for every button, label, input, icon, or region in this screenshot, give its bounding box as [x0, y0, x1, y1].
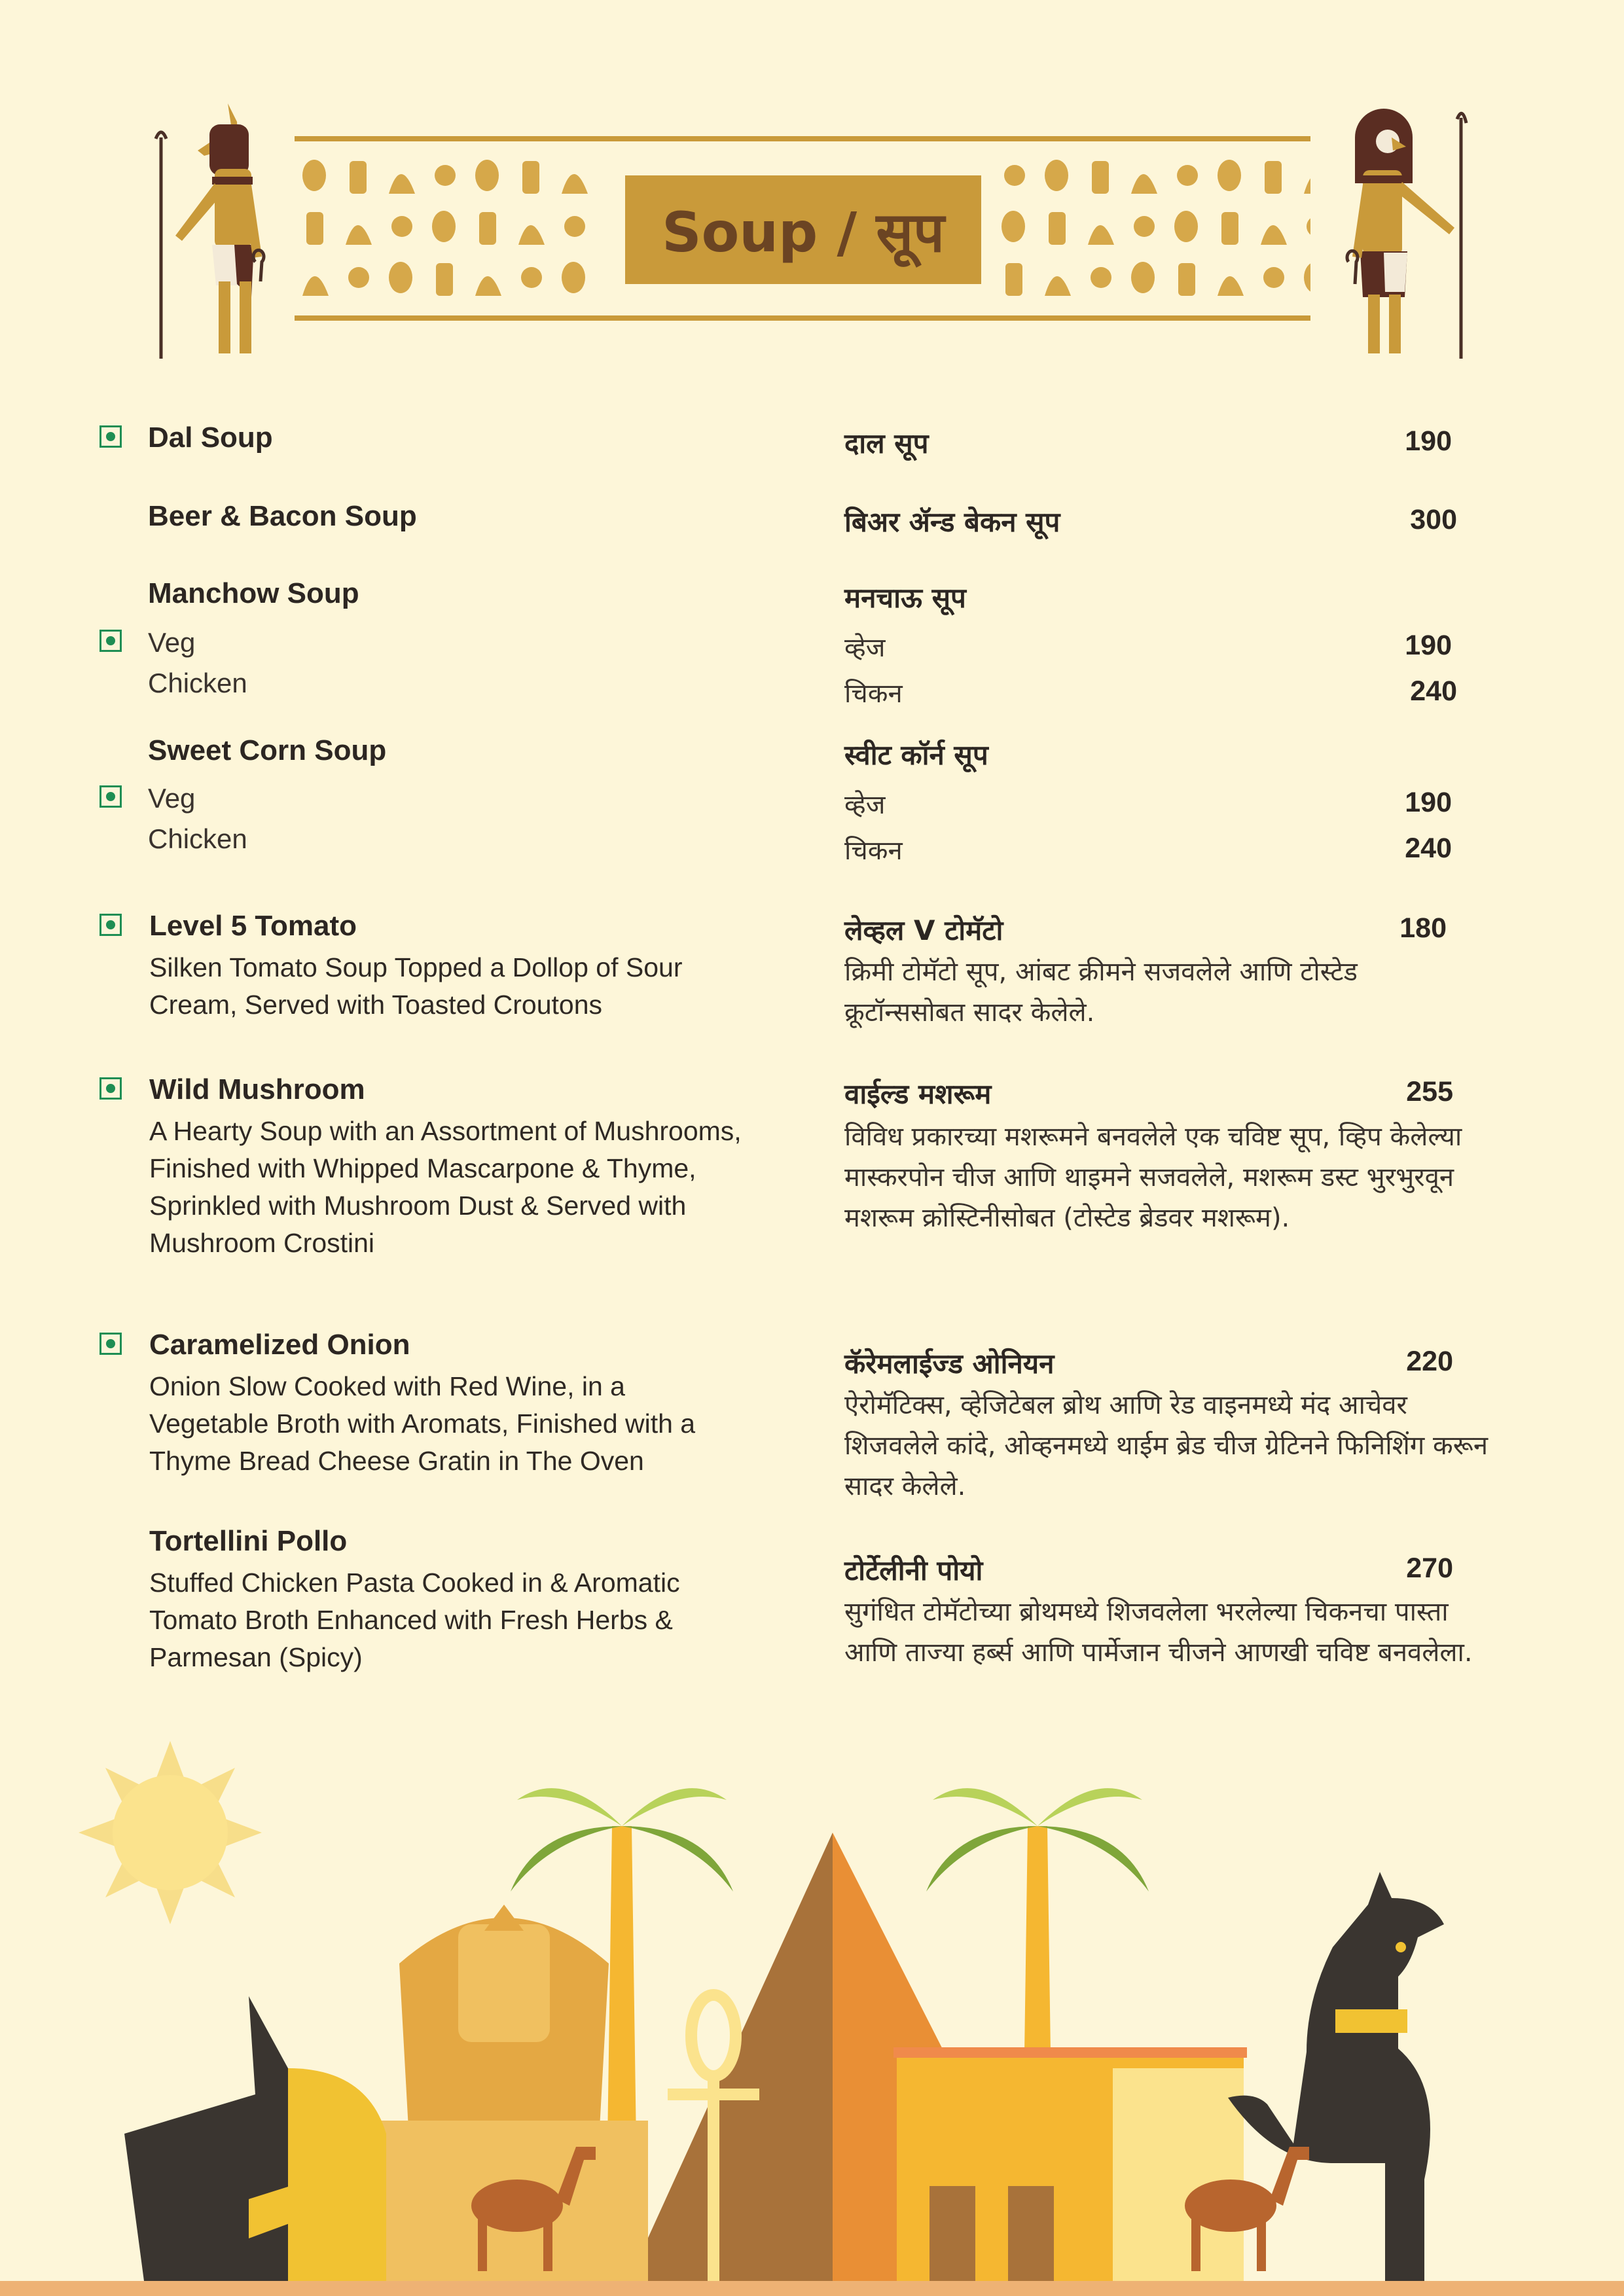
hieroglyph-icon	[436, 263, 453, 296]
hieroglyph-icon	[1218, 160, 1241, 191]
dish-name: Dal Soup	[148, 422, 273, 454]
hieroglyph-icon	[348, 267, 369, 288]
hieroglyph-icon	[391, 216, 412, 237]
hieroglyph-icon	[1091, 267, 1111, 288]
hieroglyph-icon	[1131, 174, 1157, 194]
hieroglyph-icon	[1045, 160, 1068, 191]
dish-name-marathi: वाईल्ड मशरूम	[844, 1078, 992, 1110]
variant-name: Chicken	[148, 823, 247, 854]
hieroglyph-icon	[1177, 165, 1198, 186]
dish-description-marathi: ऐरोमॅटिक्स, व्हेजिटेबल ब्रोथ आणि रेड वाइनमध्ये मंद आचेवर शिजवलेले कांदे, ओव्हनमध्ये थाईम ब्रेड चीज ग्रेटिनने फिनिशिंग करून सादर केलेले.	[844, 1390, 1489, 1501]
variant-name: Veg	[148, 627, 196, 658]
veg-indicator-icon	[99, 425, 122, 448]
page-title: Soup / सूप	[662, 200, 945, 264]
dish-name-marathi: टोर्टेलीनी पोयो	[844, 1554, 983, 1587]
dish-name-marathi: मनचाऊ सूप	[844, 582, 966, 614]
variant-name-marathi: चिकन	[844, 679, 903, 709]
dish-price: 255	[1406, 1076, 1453, 1107]
hieroglyph-icon	[1088, 225, 1114, 245]
hieroglyph-icon	[479, 212, 496, 245]
hieroglyph-icon	[1263, 267, 1284, 288]
dish-price: 190	[1405, 425, 1452, 457]
hieroglyph-icon	[1218, 276, 1244, 296]
dish-name-marathi: कॅरेमलाईज्ड ओनियन	[844, 1348, 1055, 1380]
hieroglyph-icon	[562, 262, 585, 293]
variant-name: Chicken	[148, 668, 247, 698]
hieroglyph-icon	[1092, 161, 1109, 194]
hieroglyph-icon	[1178, 263, 1195, 296]
dish-name: Caramelized Onion	[149, 1329, 410, 1361]
horus-figure-icon	[1329, 98, 1473, 360]
dish-description: Stuffed Chicken Pasta Cooked in & Aromatic Tomato Broth Enhanced with Fresh Herbs & Parmesan (Spicy)	[149, 1568, 680, 1672]
hieroglyph-icon	[521, 267, 542, 288]
anubis-head-icon	[124, 1996, 386, 2281]
hieroglyph-icon	[1221, 212, 1238, 245]
veg-indicator-icon	[99, 1333, 122, 1355]
dish-description-marathi: विविध प्रकारच्या मशरूमने बनवलेले एक चविष्ट सूप, व्हिप केलेल्या मास्करपोन चीज आणि थाइमने सजवलेले, मशरूम डस्ट भुरभुरवून मशरूम क्रोस्टिनीसोबत (टोस्टेड ब्रेडवर मशरूम).	[844, 1122, 1462, 1233]
hieroglyph-icon	[564, 216, 585, 237]
hieroglyph-icon	[522, 161, 539, 194]
hieroglyph-icon	[1134, 216, 1155, 237]
hieroglyph-icon	[1001, 211, 1025, 242]
hieroglyph-icon	[562, 174, 588, 194]
dish-name: Wild Mushroom	[149, 1073, 365, 1105]
hieroglyph-icon	[475, 160, 499, 191]
hieroglyph-icon	[1304, 262, 1310, 293]
hieroglyph-icon	[1265, 161, 1282, 194]
hieroglyph-icon	[302, 160, 326, 191]
hieroglyph-icon	[435, 165, 456, 186]
anubis-figure-icon	[149, 98, 280, 360]
veg-indicator-icon	[99, 1077, 122, 1100]
variant-name-marathi: व्हेज	[844, 790, 886, 820]
variant-price: 240	[1410, 675, 1457, 707]
dish-name-marathi: स्वीट कॉर्न सूप	[844, 739, 988, 771]
variant-name: Veg	[148, 783, 196, 814]
hieroglyph-icon	[475, 276, 501, 296]
dish-price: 300	[1410, 504, 1457, 535]
hieroglyph-icon	[1004, 165, 1025, 186]
hieroglyph-icon	[389, 262, 412, 293]
dish-name: Tortellini Pollo	[149, 1525, 348, 1557]
dish-name: Level 5 Tomato	[149, 910, 357, 942]
dish-price: 270	[1406, 1552, 1453, 1584]
hieroglyph-icon	[1045, 276, 1071, 296]
dish-name-marathi: बिअर ॲन्ड बेकन सूप	[844, 506, 1060, 538]
veg-indicator-icon	[99, 785, 122, 808]
hieroglyph-icon	[1261, 225, 1287, 245]
variant-name-marathi: चिकन	[844, 836, 903, 866]
veg-indicator-icon	[99, 914, 122, 936]
hieroglyph-icon	[1174, 211, 1198, 242]
hieroglyph-icon	[1304, 174, 1310, 194]
hieroglyph-icon	[389, 174, 415, 194]
dish-description-marathi: क्रिमी टोमॅटो सूप, आंबट क्रीमने सजवलेले आणि टोस्टेड क्रूटॉन्ससोबत सादर केलेले.	[844, 957, 1358, 1028]
dish-name: Manchow Soup	[148, 577, 359, 609]
page-title-box	[625, 175, 981, 284]
hieroglyph-icon	[302, 276, 329, 296]
hieroglyph-icon	[1307, 216, 1310, 237]
hieroglyph-icon	[306, 212, 323, 245]
variant-name-marathi: व्हेज	[844, 633, 886, 663]
dish-description: A Hearty Soup with an Assortment of Mushrooms, Finished with Whipped Mascarpone & Thyme, Sprinkled with Mushroom Dust & Served with Mushroom Crostini	[149, 1116, 742, 1258]
dish-description: Onion Slow Cooked with Red Wine, in a Vegetable Broth with Aromats, Finished with a Thyme Bread Cheese Gratin in The Oven	[149, 1371, 696, 1476]
dish-price: 180	[1399, 912, 1447, 944]
hieroglyph-icon	[350, 161, 367, 194]
dish-name-marathi: लेव्हल V टोमॅटो	[844, 914, 1003, 946]
dish-name: Beer & Bacon Soup	[148, 500, 417, 532]
dish-name-marathi: दाल सूप	[844, 427, 929, 459]
variant-price: 240	[1405, 833, 1452, 864]
hieroglyph-icon	[1049, 212, 1066, 245]
hieroglyph-icon	[432, 211, 456, 242]
dish-description-marathi: सुगंधित टोमॅटोच्या ब्रोथमध्ये शिजवलेला भरलेल्या चिकनचा पास्ता आणि ताज्या हर्ब्स आणि पार्मेजान चीजने आणखी चविष्ट बनवलेला.	[844, 1597, 1473, 1668]
hieroglyph-icon	[518, 225, 545, 245]
variant-price: 190	[1405, 787, 1452, 818]
dish-price: 220	[1406, 1346, 1453, 1377]
egypt-scene-illustration	[0, 1728, 1624, 2296]
sun-icon	[79, 1741, 262, 1924]
hieroglyph-icon	[1005, 263, 1022, 296]
veg-indicator-icon	[99, 630, 122, 652]
dish-name: Sweet Corn Soup	[148, 734, 387, 766]
variant-price: 190	[1405, 630, 1452, 661]
hieroglyph-icon	[1131, 262, 1155, 293]
hieroglyph-icon	[346, 225, 372, 245]
dish-description: Silken Tomato Soup Topped a Dollop of Sour Cream, Served with Toasted Croutons	[149, 952, 683, 1020]
